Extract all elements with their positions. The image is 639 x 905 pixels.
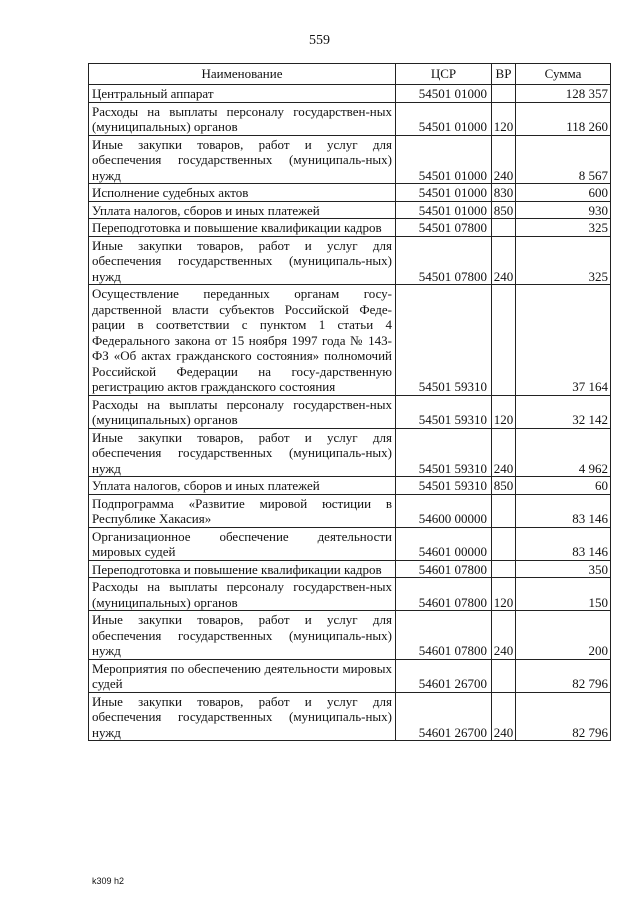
row-csr-cell: 54501 01000 [396, 85, 492, 103]
row-name-cell: Расходы на выплаты персоналу государствен-ных (муниципальных) органов [89, 102, 396, 135]
row-sum-cell: 350 [516, 560, 611, 578]
row-vr-cell: 240 [492, 611, 516, 660]
table-row [89, 611, 611, 660]
row-csr-cell: 54501 59310 [396, 477, 492, 495]
row-csr-cell: 54501 01000 [396, 184, 492, 202]
row-vr-cell: 240 [492, 135, 516, 184]
row-vr-cell [492, 560, 516, 578]
table-row [89, 560, 611, 578]
row-sum-cell: 83 146 [516, 527, 611, 560]
table-row [89, 395, 611, 428]
row-vr-cell: 830 [492, 184, 516, 202]
row-sum-cell: 60 [516, 477, 611, 495]
table-row [89, 184, 611, 202]
row-sum-cell: 325 [516, 219, 611, 237]
table-row [89, 659, 611, 692]
row-vr-cell [492, 659, 516, 692]
row-sum-cell: 32 142 [516, 395, 611, 428]
row-name-cell: Переподготовка и повышение квалификации кадров [89, 219, 396, 237]
row-vr-cell [492, 219, 516, 237]
footer-code: k309 h2 [92, 876, 125, 886]
table-body [89, 85, 611, 741]
row-name-cell: Мероприятия по обеспечению деятельности мировых судей [89, 659, 396, 692]
row-csr-cell: 54501 59310 [396, 285, 492, 396]
table-row [89, 578, 611, 611]
row-csr-cell: 54601 07800 [396, 611, 492, 660]
row-name-cell: Иные закупки товаров, работ и услуг для обеспечения государственных (муниципаль-ных) нужд [89, 135, 396, 184]
table-row [89, 428, 611, 477]
row-name-cell: Организационное обеспечение деятельности мировых судей [89, 527, 396, 560]
row-name-cell: Уплата налогов, сборов и иных платежей [89, 201, 396, 219]
row-sum-cell: 4 962 [516, 428, 611, 477]
page-number: 559 [309, 33, 330, 48]
table-row [89, 285, 611, 396]
row-sum-cell: 128 357 [516, 85, 611, 103]
row-sum-cell: 83 146 [516, 494, 611, 527]
row-vr-cell [492, 285, 516, 396]
table-row [89, 494, 611, 527]
table-row [89, 477, 611, 495]
row-vr-cell [492, 494, 516, 527]
header-sum: Сумма [516, 64, 611, 85]
row-vr-cell: 850 [492, 477, 516, 495]
row-csr-cell: 54501 07800 [396, 236, 492, 285]
budget-table [88, 63, 611, 741]
row-csr-cell: 54501 59310 [396, 395, 492, 428]
row-sum-cell: 600 [516, 184, 611, 202]
table-row [89, 219, 611, 237]
row-csr-cell: 54501 59310 [396, 428, 492, 477]
row-csr-cell: 54601 00000 [396, 527, 492, 560]
header-vr: ВР [492, 64, 516, 85]
row-sum-cell: 8 567 [516, 135, 611, 184]
table-row [89, 135, 611, 184]
header-name: Наименование [89, 64, 396, 85]
row-vr-cell [492, 527, 516, 560]
row-name-cell: Иные закупки товаров, работ и услуг для обеспечения государственных (муниципаль-ных) нужд [89, 611, 396, 660]
row-vr-cell: 240 [492, 428, 516, 477]
row-vr-cell: 240 [492, 692, 516, 741]
row-sum-cell: 82 796 [516, 692, 611, 741]
row-vr-cell: 850 [492, 201, 516, 219]
row-name-cell: Центральный аппарат [89, 85, 396, 103]
row-sum-cell: 118 260 [516, 102, 611, 135]
row-vr-cell: 120 [492, 578, 516, 611]
table-row [89, 201, 611, 219]
row-name-cell: Переподготовка и повышение квалификации кадров [89, 560, 396, 578]
row-csr-cell: 54601 07800 [396, 560, 492, 578]
row-sum-cell: 930 [516, 201, 611, 219]
row-csr-cell: 54601 26700 [396, 659, 492, 692]
table-row [89, 692, 611, 741]
row-csr-cell: 54601 26700 [396, 692, 492, 741]
row-csr-cell: 54501 07800 [396, 219, 492, 237]
table-row [89, 236, 611, 285]
row-name-cell: Иные закупки товаров, работ и услуг для обеспечения государственных (муниципаль-ных) нужд [89, 692, 396, 741]
row-name-cell: Иные закупки товаров, работ и услуг для обеспечения государственных (муниципаль-ных) нужд [89, 428, 396, 477]
table-row [89, 85, 611, 103]
row-name-cell: Уплата налогов, сборов и иных платежей [89, 477, 396, 495]
row-name-cell: Иные закупки товаров, работ и услуг для обеспечения государственных (муниципаль-ных) нужд [89, 236, 396, 285]
row-vr-cell: 240 [492, 236, 516, 285]
row-name-cell: Расходы на выплаты персоналу государствен-ных (муниципальных) органов [89, 395, 396, 428]
row-csr-cell: 54501 01000 [396, 102, 492, 135]
row-sum-cell: 150 [516, 578, 611, 611]
row-name-cell: Подпрограмма «Развитие мировой юстиции в Республике Хакасия» [89, 494, 396, 527]
row-sum-cell: 325 [516, 236, 611, 285]
table-header-row [89, 64, 611, 85]
row-name-cell: Осуществление переданных органам госу-дарственной власти субъектов Российской Феде-рации в соответствии с пунктом 1 статьи 4 Федерального закона от 15 ноября 1997 года № 143-ФЗ «Об актах гражданского состояния» полномочий Российской Федерации на госу-дарственную регистрацию актов гражданского состояния [89, 285, 396, 396]
table-row [89, 527, 611, 560]
row-csr-cell: 54501 01000 [396, 201, 492, 219]
row-sum-cell: 82 796 [516, 659, 611, 692]
row-csr-cell: 54601 07800 [396, 578, 492, 611]
row-sum-cell: 37 164 [516, 285, 611, 396]
row-vr-cell: 120 [492, 395, 516, 428]
row-vr-cell: 120 [492, 102, 516, 135]
row-csr-cell: 54501 01000 [396, 135, 492, 184]
row-name-cell: Расходы на выплаты персоналу государствен-ных (муниципальных) органов [89, 578, 396, 611]
header-csr: ЦСР [396, 64, 492, 85]
row-sum-cell: 200 [516, 611, 611, 660]
row-csr-cell: 54600 00000 [396, 494, 492, 527]
row-name-cell: Исполнение судебных актов [89, 184, 396, 202]
row-vr-cell [492, 85, 516, 103]
table-row [89, 102, 611, 135]
